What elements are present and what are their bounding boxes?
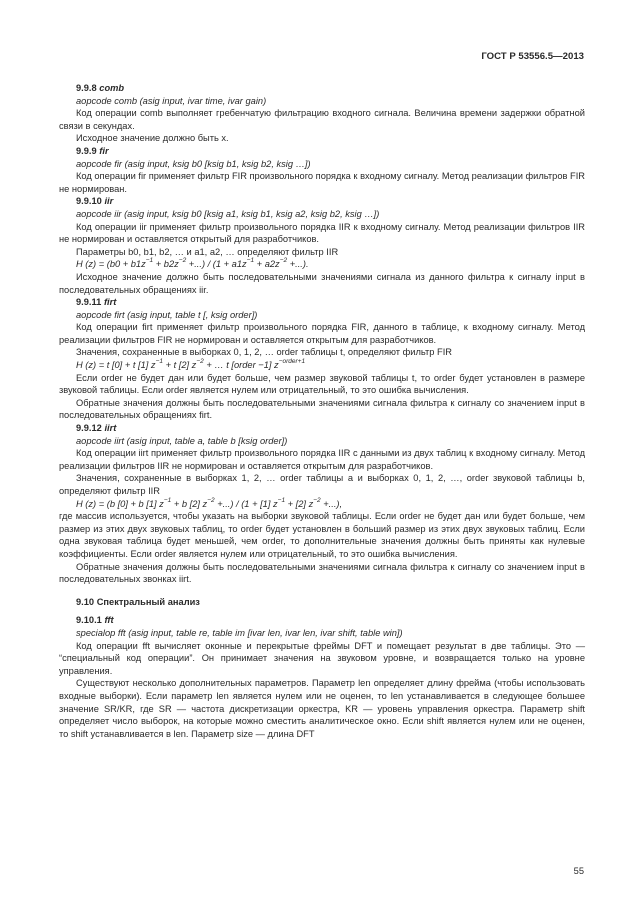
- section-heading-fir: 9.9.9 fir: [76, 145, 109, 156]
- paragraph-comb-1: Код операции comb выполняет гребенчатую фильтрацию входного сигнала. Величина времени задержки обратной связи в секундах.: [59, 108, 585, 131]
- formula-iir: H $(z) = (b0 + b1z^{-1} + b2z^{-2}$ +...) / ($1 + a1z^{-1} + a2z^{-2}$ +...).: [76, 257, 309, 270]
- syntax-firt: aopcode firt (asig input, table t [, ksig order]): [76, 309, 258, 320]
- section-heading-spectral-analysis: 9.10 Спектральный анализ: [76, 596, 200, 607]
- paragraph-fir-1: Код операции fir применяет фильтр FIR произвольного порядка к входному сигналу. Метод реализации фильтров FIR не нормирован.: [59, 171, 585, 194]
- paragraph-firt-1: Код операции firt применяет фильтр произвольного порядка FIR, данного в таблице, к входному сигналу. Метод реализации фильтров FIR не нормирован и оставляется открытым для разработчиков.: [59, 322, 585, 345]
- formula-iirt: H (z) = (b [0] + b [1] $z^{-1} + b$ [2] $z^{-2}$ +...) / (1 + [1] $z^{-1} + [2]$ $z^{-2}$ +...),: [76, 496, 343, 509]
- paragraph-iir-1: Код операции iir применяет фильтр произвольного порядка IIR к входному сигналу. Метод реализации фильтров IIR не нормирован и оставляется открытый для разработчиков.: [59, 221, 585, 245]
- paragraph-fft-1: Код операции fft вычисляет оконные и перекрытые фреймы DFT и помещает результат в две таблицы. Это — “специальный код операции”. Он принимает значения на звуковом уровне, и возвращается только на уровне управления.: [59, 640, 585, 676]
- paragraph-firt-4: Обратные значения должны быть последовательными значениями сигнала фильтра к сигналу со значением input в последовательных обращениях firt.: [59, 397, 585, 421]
- syntax-iirt: aopcode iirt (asig input, table a, table b [ksig order]): [76, 435, 288, 446]
- formula-firt: H (z) = t [0] + t [1] $z^{-1} + t$ [2] $z^{-2}$ + … t [order −1] $z^{-order+1}$: [76, 357, 306, 371]
- paragraph-firt-3: Если order не будет дан или будет больше, чем размер звуковой таблицы t, то order будет установлен в размере звуковой таблицы. Если order является нулем или отрицательный, то это ошибка вычисления.: [59, 372, 585, 396]
- paragraph-firt-2: Значения, сохраненные в выборках 0, 1, 2, … order таблицы t, определяют фильтр FIR: [76, 347, 452, 358]
- syntax-fft: specialop fft (asig input, table re, table im [ivar len, ivar len, ivar shift, table win]): [76, 627, 403, 638]
- paragraph-fft-2: Существуют несколько дополнительных параметров. Параметр len определяет длину фрейма (чтобы использовать входные выборки). Если параметр len является нулем или не оценен, то len устанавливается в следующее большее значение SR/KR, где SR — частота дискретизации оркестра, KR — уровень управления оркестра. Параметр shift определяет число выборок, на которые можно сместить аналитическое окно. Если shift является нулем или не оценен, то shift устанавливается в len. Параметр size — длина DFT: [59, 678, 585, 739]
- paragraph-iirt-1: Код операции iirt применяет фильтр произвольного порядка IIR с данными из двух таблиц к входному сигналу. Метод реализации фильтров IIR не нормирован и оставляется открытым для разработчиков.: [59, 448, 585, 471]
- paragraph-iirt-4: Обратные значения должны быть последовательными значениями сигнала фильтра к сигналу со значением input в последовательных звонках iirt.: [59, 561, 585, 585]
- page-content: [59, 82, 585, 740]
- paragraph-iirt-2: Значения, сохраненные в выборках 1, 2, … order таблицы a и выборках 0, 1, 2, …, order звуковой таблицы b, определяют фильтр IIR: [59, 473, 585, 496]
- paragraph-iir-3: Исходное значение должно быть последовательными значениями сигнала из данного фильтра к сигналу input в последовательных обращениях iir.: [59, 271, 585, 295]
- syntax-comb: aopcode comb (asig input, ivar time, ivar gain): [76, 95, 267, 106]
- syntax-fir: aopcode fir (asig input, ksig b0 [ksig b1, ksig b2, ksig …]): [76, 158, 311, 169]
- section-heading-firt: 9.9.11 firt: [76, 297, 117, 308]
- syntax-iir: aopcode iir (asig input, ksig b0 [ksig a1, ksig b1, ksig a2, ksig b2, ksig …]): [76, 208, 380, 219]
- section-heading-fft: 9.10.1 fft: [76, 615, 114, 626]
- section-heading-iir: 9.9.10 iir: [76, 196, 114, 207]
- paragraph-iirt-3: где массив используется, чтобы указать на выборки звуковой таблицы. Если order не будет дан или будет больше, чем размер из этих двух звуковых таблиц, то order будет установлен в больший размер из этих двух звуковых таблиц. Если одна звуковая таблица будет меньшей, чем order, то дополнительные значения должны быть приняты как нулевые коэффициенты. Если order является нулем или отрицательный, то это ошибка вычисления.: [59, 511, 585, 559]
- page-number: 55: [573, 866, 584, 876]
- section-heading-iirt: 9.9.12 iirt: [76, 423, 117, 434]
- document-header: ГОСТ Р 53556.5—2013: [481, 51, 584, 62]
- section-heading-comb: 9.9.8 comb: [76, 83, 125, 93]
- paragraph-iir-2: Параметры b0, b1, b2, … и a1, a2, … определяют фильтр IIR: [76, 246, 339, 257]
- paragraph-comb-2: Исходное значение должно быть x.: [76, 133, 229, 144]
